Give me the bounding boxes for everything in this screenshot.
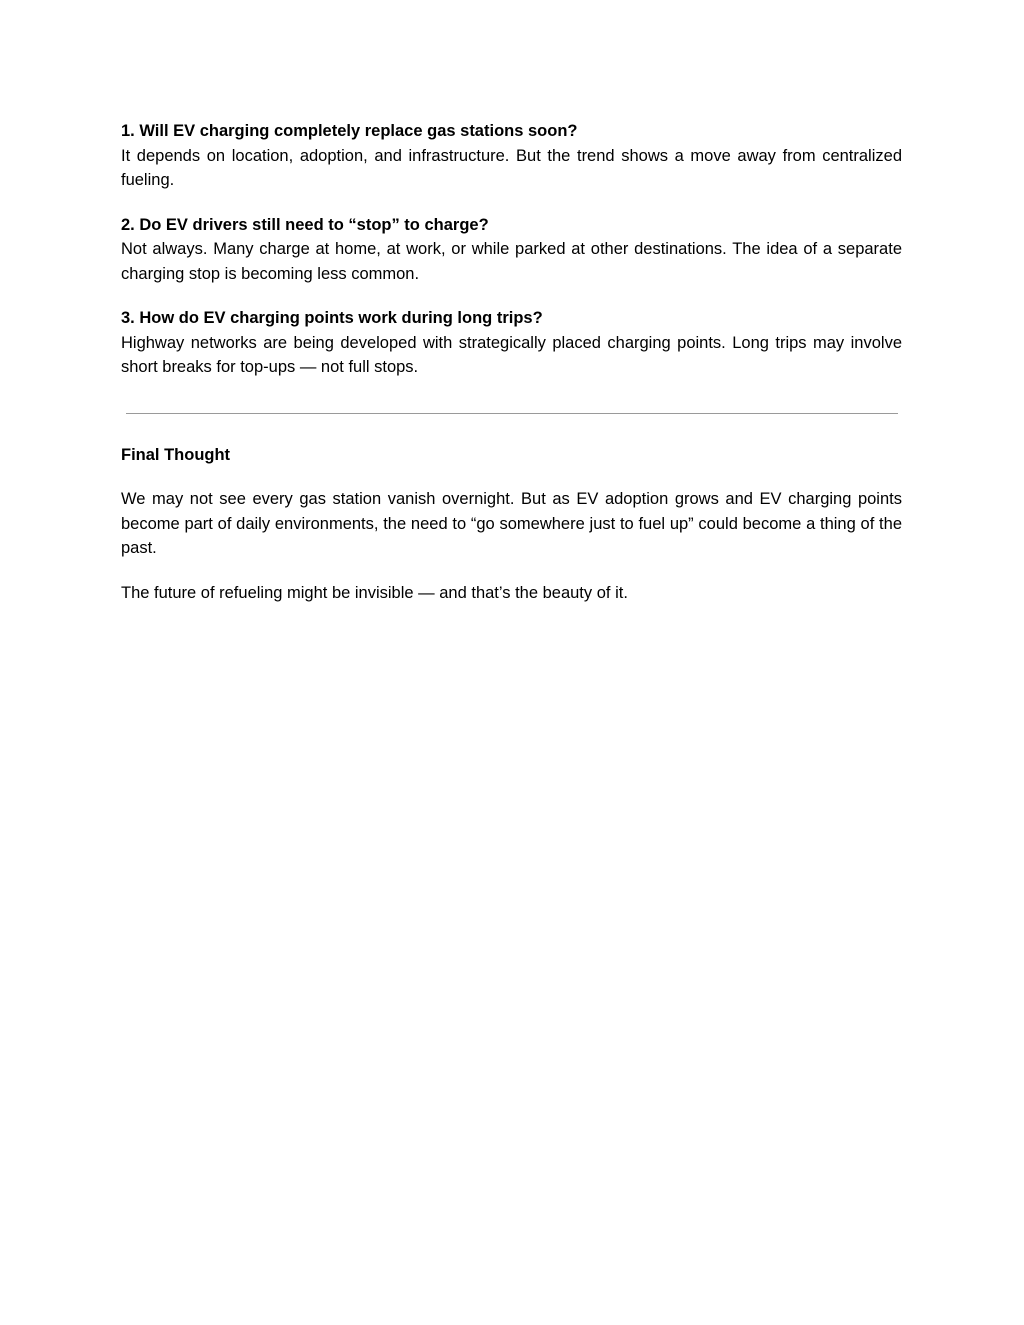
body-paragraph: We may not see every gas station vanish overnight. But as EV adoption grows and EV charging points become part of daily environments, the need to “go somewhere just to fuel up” could become a thing of the past. [121, 490, 902, 557]
faq-answer: Not always. Many charge at home, at work, or while parked at other destinations. The idea of a separate charging stop is becoming less common. [121, 240, 902, 283]
body-paragraph: The future of refueling might be invisible — and that’s the beauty of it. [121, 583, 628, 602]
faq-question: 2. Do EV drivers still need to “stop” to charge? [121, 215, 489, 234]
faq-item-1 [121, 119, 902, 193]
section-heading: Final Thought [121, 445, 231, 464]
document-page [121, 119, 902, 625]
faq-question: 3. How do EV charging points work during long trips? [121, 309, 543, 327]
horizontal-divider [126, 413, 898, 414]
faq-answer: Highway networks are being developed with strategically placed charging points. Long trips may involve short breaks for top-ups — not full stops. [121, 333, 902, 376]
faq-item-3 [121, 306, 902, 380]
faq-question: 1. Will EV charging completely replace gas stations soon? [121, 122, 578, 140]
faq-item-2 [121, 213, 902, 287]
faq-answer: It depends on location, adoption, and infrastructure. But the trend shows a move away from centralized fueling. [121, 146, 902, 189]
